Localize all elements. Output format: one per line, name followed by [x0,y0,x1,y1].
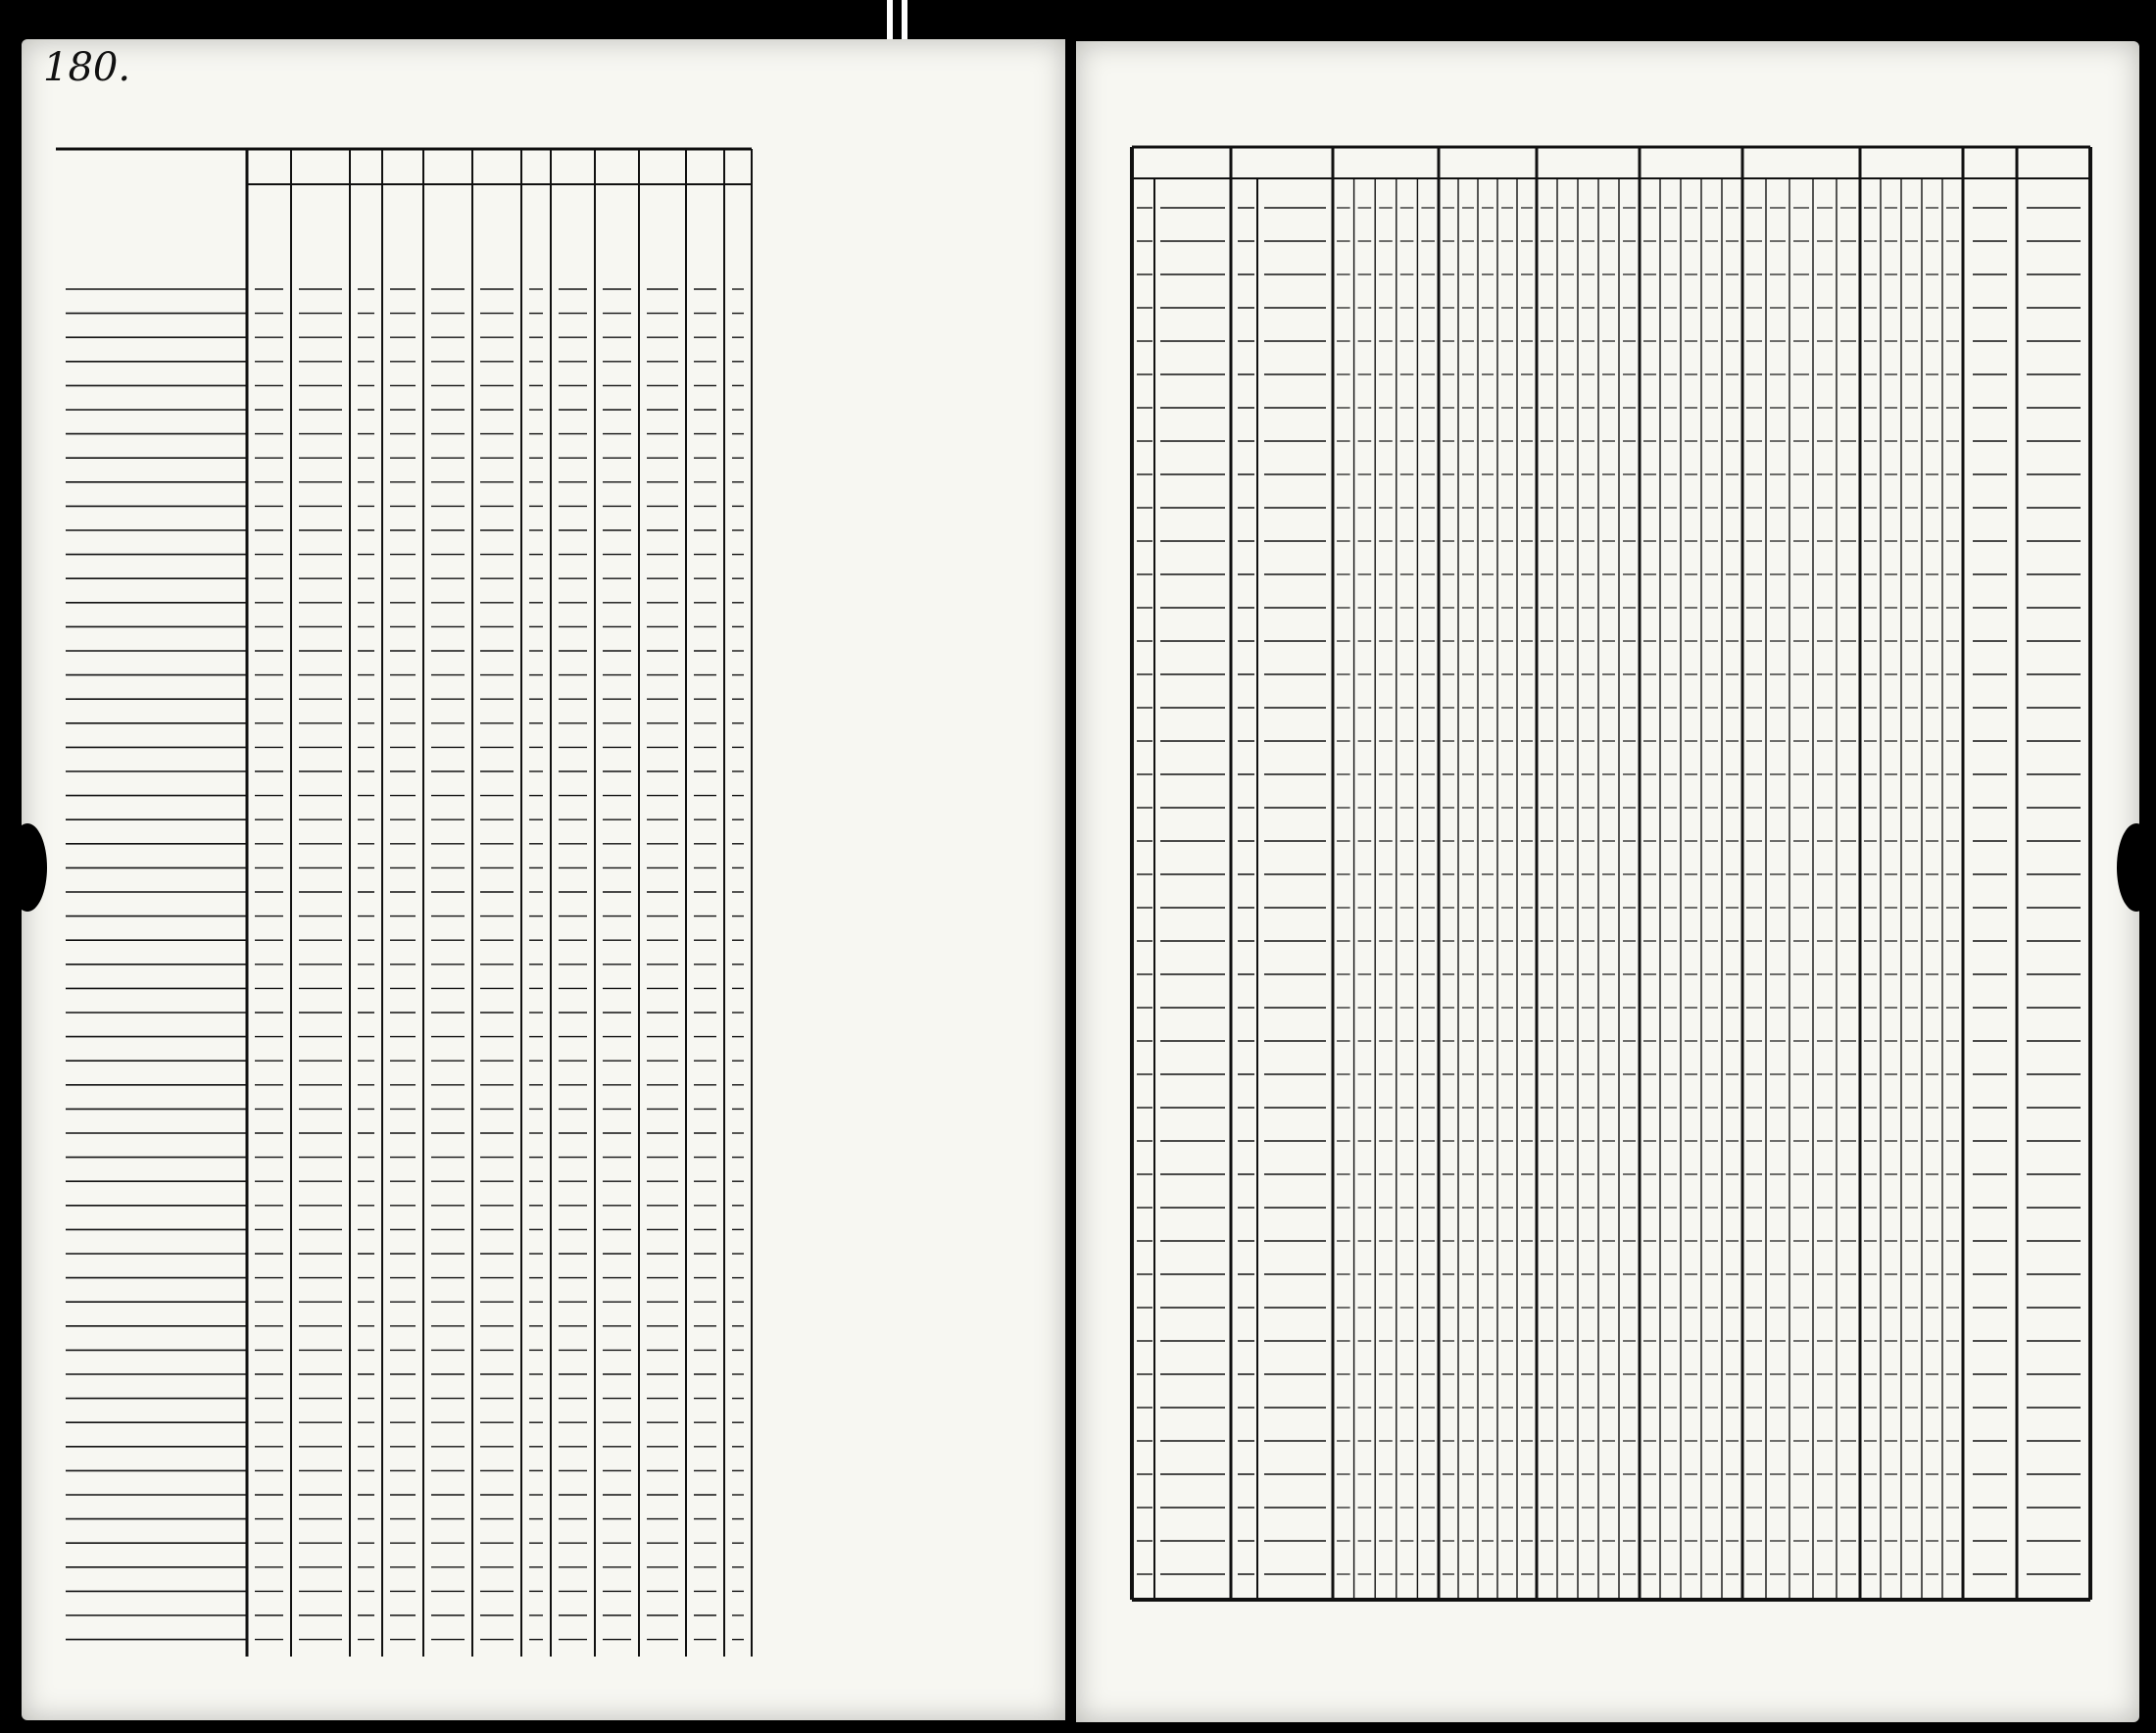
left-ledger-grid [22,39,1065,1720]
left-page [22,39,1065,1720]
right-ledger-grid [1076,41,2139,1722]
gutter-mark-1 [887,0,893,39]
page-number: 180. [43,45,131,90]
right-page [1076,41,2139,1722]
gutter-mark-2 [902,0,907,39]
page-notch-right [2117,823,2156,912]
page-notch-left [8,823,47,912]
